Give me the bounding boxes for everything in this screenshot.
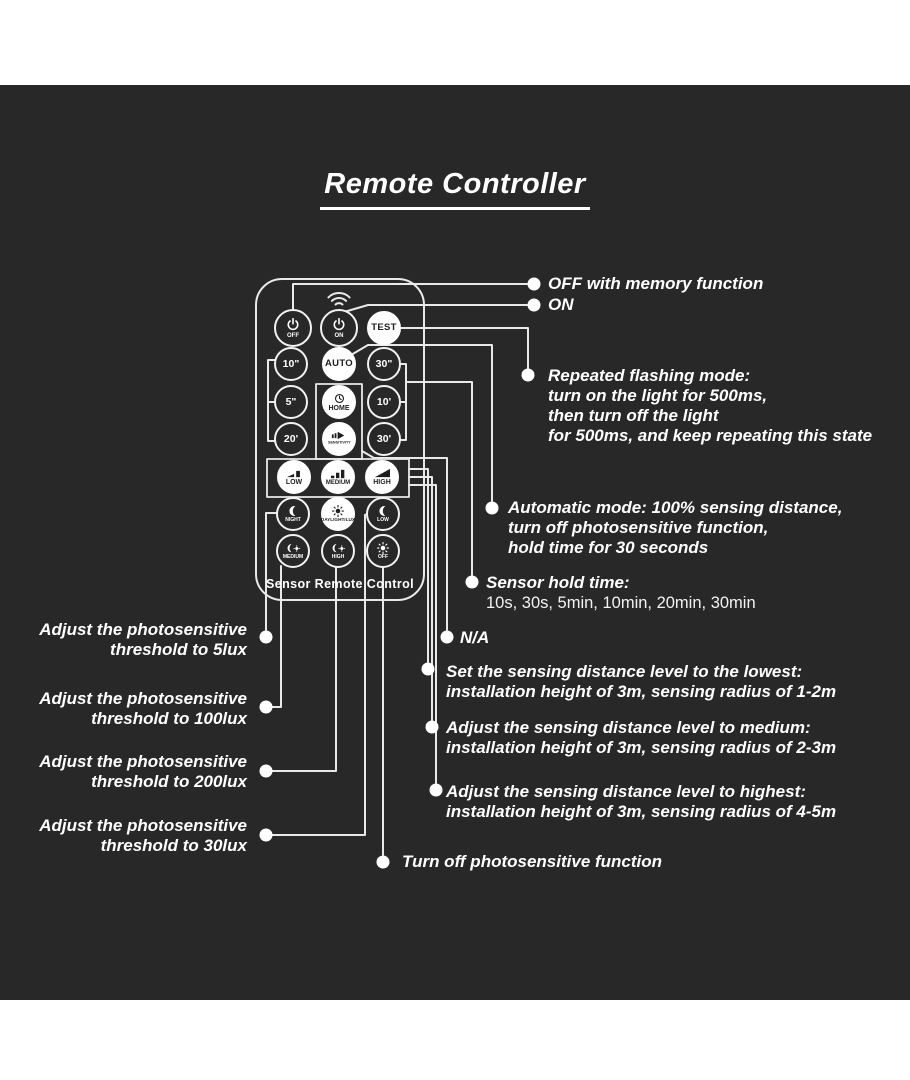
annotation-off-memory: OFF with memory function (548, 274, 764, 293)
button-sensitivity[interactable]: SENSITIVITY (322, 422, 356, 456)
button-10m[interactable]: 10' (367, 385, 401, 419)
annotation-turn-off-photosensitive: Turn off photosensitive function (402, 852, 663, 871)
moon-sun-icon (330, 543, 346, 554)
clock-icon (334, 393, 345, 404)
button-on[interactable]: ON (320, 309, 358, 347)
button-auto[interactable]: AUTO (322, 347, 356, 381)
annotation-threshold-30lux: Adjust the photosensitive threshold to 30lux (39, 816, 247, 855)
button-night[interactable]: NIGHT (276, 497, 310, 531)
sun-icon (332, 505, 344, 517)
leader-test (401, 328, 528, 368)
remote-bottom-label: Sensor Remote Control (266, 577, 414, 591)
moon-icon (287, 505, 299, 517)
bars-low-icon (286, 468, 303, 478)
sun-icon (377, 542, 389, 554)
button-lux-low[interactable]: LOW (366, 497, 400, 531)
wedge-icon (374, 468, 391, 478)
button-distance-low[interactable]: LOW (277, 460, 311, 494)
button-home[interactable]: HOME (322, 385, 356, 419)
power-icon (286, 318, 300, 332)
button-lux-medium[interactable]: MEDIUM (276, 534, 310, 568)
button-10s[interactable]: 10" (274, 347, 308, 381)
button-distance-medium[interactable]: MEDIUM (321, 460, 355, 494)
button-off[interactable]: OFF (274, 309, 312, 347)
leader-on (344, 305, 527, 312)
button-5s[interactable]: 5" (274, 385, 308, 419)
annotation-distance-lowest: Set the sensing distance level to the lowest: installation height of 3m, sensing radius of 1-2m (446, 662, 837, 701)
power-icon (332, 318, 346, 332)
leader-low (409, 469, 428, 662)
button-20m[interactable]: 20' (274, 422, 308, 456)
button-test[interactable]: TEST (367, 311, 401, 345)
annotation-automatic-mode: Automatic mode: 100% sensing distance, turn off photosensitive function, hold time for 30 seconds (508, 498, 843, 557)
annotation-sensor-hold-time: Sensor hold time: 10s, 30s, 5min, 10min, 20min, 30min (486, 573, 756, 612)
button-lux-high[interactable]: HIGH (321, 534, 355, 568)
annotation-threshold-200lux: Adjust the photosensitive threshold to 200lux (39, 752, 247, 791)
moon-icon (377, 505, 389, 517)
annotation-threshold-5lux: Adjust the photosensitive threshold to 5lux (39, 620, 247, 659)
annotation-na: N/A (460, 628, 490, 647)
annotation-distance-medium: Adjust the sensing distance level to medium: installation height of 3m, sensing radius of 2-3m (446, 718, 837, 757)
annotation-distance-highest: Adjust the sensing distance level to highest: installation height of 3m, sensing radius of 4-5m (446, 782, 837, 821)
button-distance-high[interactable]: HIGH (365, 460, 399, 494)
button-daylight-lux[interactable]: DAYLIGHT/LUX (321, 497, 355, 531)
page-title: Remote Controller (0, 168, 910, 210)
button-30s[interactable]: 30" (367, 347, 401, 381)
bars-medium-icon (330, 469, 347, 479)
arrow-icon (331, 431, 347, 440)
button-30m[interactable]: 30' (367, 422, 401, 456)
moon-sun-icon (285, 543, 301, 554)
annotation-threshold-100lux: Adjust the photosensitive threshold to 100lux (39, 689, 247, 728)
leader-night (266, 513, 279, 630)
annotation-flashing-mode: Repeated flashing mode: turn on the light for 500ms, then turn off the light for 500ms, and keep repeating this state (548, 366, 873, 445)
wifi-icon (328, 293, 349, 304)
leader-high2 (266, 567, 336, 771)
annotation-on: ON (548, 295, 574, 314)
button-lux-off[interactable]: OFF (366, 534, 400, 568)
